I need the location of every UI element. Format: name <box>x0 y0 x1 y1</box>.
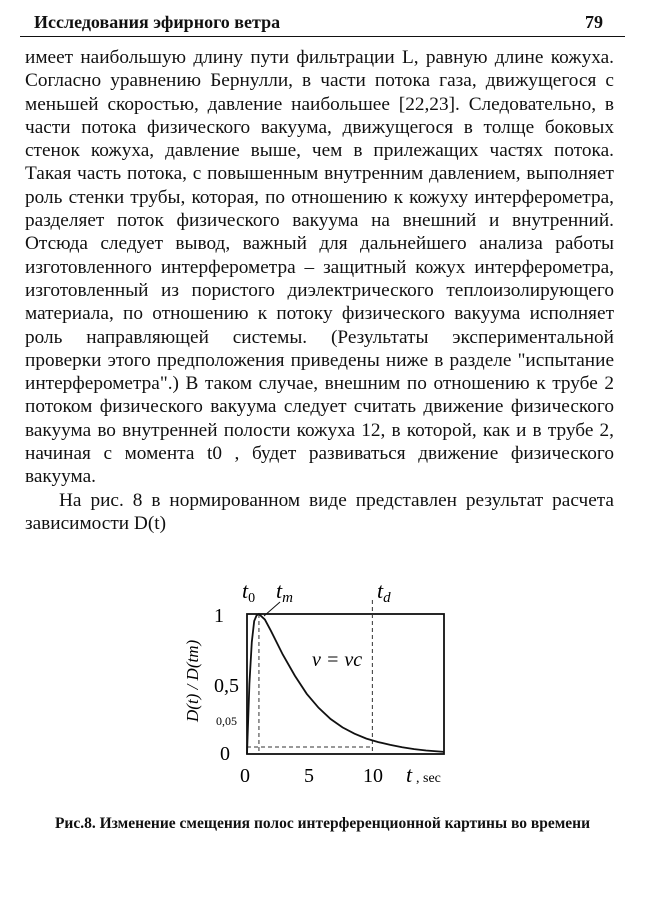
page-number: 79 <box>585 12 603 32</box>
tm-label: tm <box>276 578 293 606</box>
running-header <box>20 8 625 37</box>
y-tick-label: 0 <box>220 743 230 765</box>
x-tick-label: 5 <box>304 765 314 787</box>
x-tick-label: 10 <box>363 765 383 787</box>
x-axis-symbol: t <box>406 762 413 787</box>
y-axis-label: D(t) / D(tm) <box>183 639 202 722</box>
x-axis-unit: , sec <box>416 771 441 786</box>
figure-caption: Рис.8. Изменение смещения полос интерференционной картины во времени <box>54 815 591 832</box>
y-tick-label: 0,5 <box>214 675 239 697</box>
y-tick-label: 1 <box>214 605 224 627</box>
body-text <box>25 46 614 535</box>
paragraph-1: имеет наибольшую длину пути фильтрации L, равную длине кожуха. Согласно уравнению Бернулли, в части потока газа, движущегося с меньшей скоростью, давление наибольшее [22,23]. Следовательно, в части потока физического вакуума, движущегося в толще боковых стенок кожуха, давление выше, чем в прилежащих частях потока. Такая часть потока, с повышенным внутренним давлением, выполняет роль стенки трубы, которая, по отношению к кожуху интерферометра, разделяет поток физического вакуума на внешний и внутренний. Отсюда следует вывод, важный для дальнейшего анализа работы изготовленного интерферометра – защитный кожух интерферометра, изготовленный из пористого диэлектрического теплоизолирующего материала, по отношению к потоку физического вакуума исполняет роль направляющей системы. (Результаты экспериментальной проверки этого предположения приведены ниже в разделе "испытание интерферометра".) В таком случае, внешним по отношению к трубе 2 потоком физического вакуума следует считать движение физического вакуума во внутренней полости кожуха 12, в которой, как и в трубе 2, начиная с момента t0 , будет развиваться движение физического вакуума. <box>25 47 614 488</box>
plot-frame <box>247 614 444 754</box>
td-label: td <box>377 578 391 606</box>
chart <box>170 574 460 794</box>
y-tick-label: 0,05 <box>216 714 237 728</box>
x-tick-label: 0 <box>240 765 250 787</box>
running-title: Исследования эфирного ветра <box>34 12 281 32</box>
figure-8 <box>170 574 460 794</box>
t0-label: t0 <box>242 578 256 606</box>
paragraph-2: На рис. 8 в нормированном виде представлен результат расчета зависимости D(t) <box>25 489 614 534</box>
curve-label: ν = νc <box>312 649 363 671</box>
series-line <box>247 614 444 754</box>
